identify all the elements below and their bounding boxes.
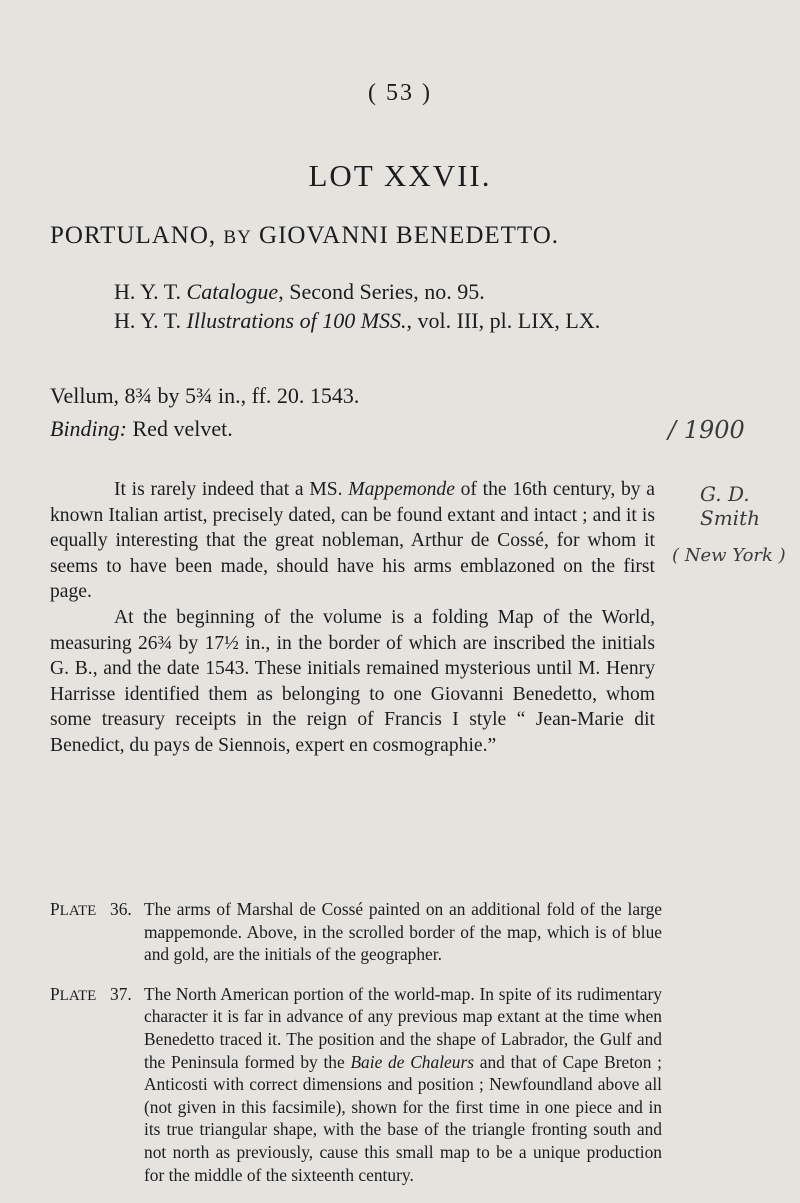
plate-37 (50, 983, 662, 1186)
heading-rest: GIOVANNI BENEDETTO. (251, 222, 560, 249)
plate-text-italic: Baie de Chaleurs (350, 1051, 474, 1072)
handwritten-price: / 1900 (668, 416, 745, 444)
plate-text-b: and that of Cape Breton ; Anticosti with correct dimensions and position ; Newfoundland above all (not given in this facsimile), shown for the first time in one piece and in its true triangular shape, with the base of the triangle fronting south and not north as previously, cause this small map to be a unique production for the middle of the sixteenth century. (144, 1051, 663, 1185)
page-number: ( 53 ) (368, 80, 432, 106)
handwritten-location: ( New York ) (672, 545, 786, 566)
plate-number: 36. (110, 899, 132, 919)
plate-text-a: The North American portion of the world-map. In spite of its rudimentary character it is far in advance of any previous map extant at the time when Benedetto traced it. The position and the shape of Labrador, the Gulf and the Peninsula formed by the (144, 983, 662, 1072)
plates-list (50, 898, 662, 1203)
paragraph-1 (50, 477, 655, 605)
heading-main: PORTULANO, (50, 222, 224, 249)
body-text (50, 477, 655, 759)
p1-italic: Mappemonde (348, 479, 455, 500)
binding-line (50, 416, 233, 442)
reference-illustrations (114, 308, 600, 334)
plate-label (50, 983, 110, 1186)
plate-label (50, 898, 110, 966)
plate-label-rest: LATE (59, 987, 97, 1004)
ref2-suffix: , vol. III, pl. LIX, LX. (406, 308, 601, 333)
plate-number: 37. (110, 983, 132, 1004)
plate-label-first: P (50, 983, 60, 1004)
p1-part-b: of the 16th century, by a known Italian artist, precisely dated, can be found extant and intact ; and it is equally interesting that the great nobleman, Arthur de Cossé, for whom it seems to have been made, should have his arms emblazoned on the first page. (50, 479, 655, 603)
lot-title: LOT XXVII. (308, 158, 492, 193)
reference-catalogue (114, 279, 485, 305)
plate-text: The arms of Marshal de Cossé painted on an additional fold of the large mappemonde. Above, in the scrolled border of the map, which is of blue and gold, are the initials of the geographer. (144, 899, 662, 965)
ref1-suffix: , Second Series, no. 95. (278, 279, 485, 304)
ref2-prefix: H. Y. T. (114, 308, 187, 333)
heading-by: BY (223, 227, 252, 248)
section-heading (50, 222, 559, 250)
binding-label: Binding: (50, 416, 127, 441)
plate-text (144, 983, 662, 1186)
plate-label-rest: LATE (59, 903, 97, 919)
plate-36 (50, 898, 662, 966)
ref1-italic: Catalogue (186, 279, 279, 304)
binding-value: Red velvet. (127, 416, 233, 441)
plate-label-first: P (50, 899, 60, 919)
paragraph-2: At the beginning of the volume is a folding Map of the World, measuring 26¾ by 17½ in., in the border of which are inscribed the initials G. B., and the date 1543. These initials remained mysterious until M. Henry Harrisse identified them as belonging to one Giovanni Benedetto, whom some treasury receipts in the reign of Francis I style “ Jean-Marie dit Benedict, du pays de Siennois, expert en cosmographie.” (50, 606, 655, 756)
p1-part-a: It is rarely indeed that a MS. (114, 479, 349, 500)
handwritten-buyer: G. D. Smith (700, 482, 760, 530)
ref2-italic: Illustrations of 100 MSS. (186, 308, 407, 333)
ref1-prefix: H. Y. T. (114, 279, 187, 304)
vellum-line: Vellum, 8¾ by 5¾ in., ff. 20. 1543. (50, 383, 360, 408)
